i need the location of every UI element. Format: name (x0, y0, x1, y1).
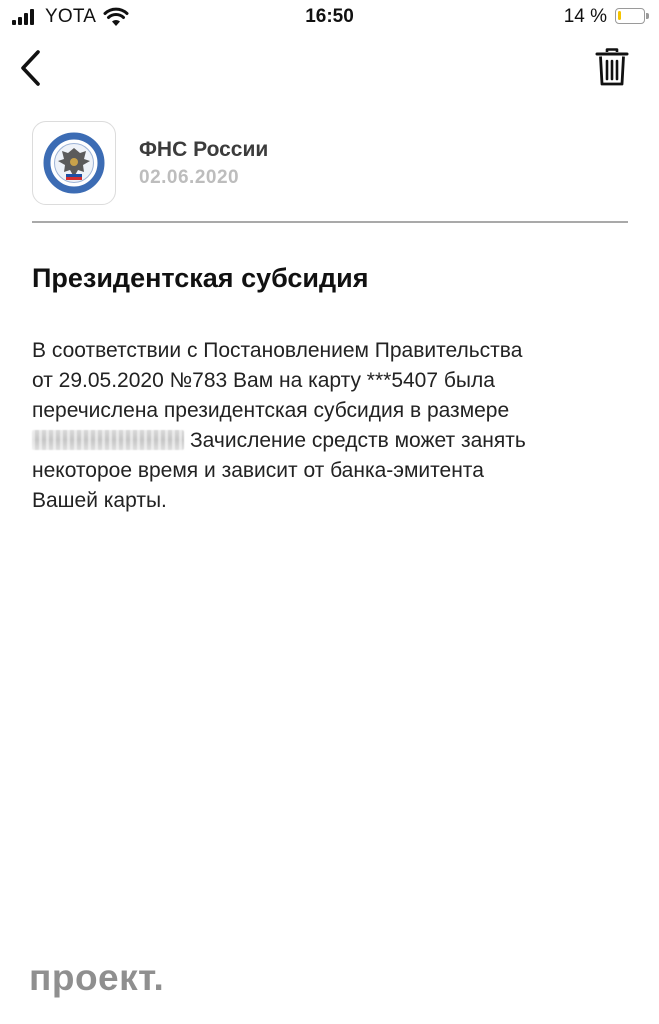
message-line: от 29.05.2020 №783 Вам на карту ***5407 была (32, 369, 495, 392)
battery-cap (646, 13, 649, 19)
message-line-text: Зачисление средств может занять (190, 429, 526, 452)
message-title: Президентская субсидия (32, 263, 369, 293)
status-bar (0, 0, 659, 34)
message-line: некоторое время и зависит от банка-эмитента (32, 459, 484, 482)
redacted-amount (32, 430, 184, 450)
message-line: В соответствии с Постановлением Правительства (32, 339, 523, 362)
message-line: Вашей карты. (32, 489, 167, 512)
carrier-name: YOTA (45, 6, 97, 27)
message-line (32, 426, 632, 456)
sender-name: ФНС России (139, 138, 269, 161)
delete-button[interactable] (594, 47, 630, 87)
back-button[interactable] (14, 48, 48, 88)
divider (32, 221, 628, 223)
message-line: перечислена президентская субсидия в размере (32, 399, 510, 422)
clock: 16:50 (305, 6, 354, 27)
chevron-left-icon (14, 48, 48, 88)
fns-emblem-icon (42, 131, 106, 195)
battery-percentage: 14 % (563, 6, 607, 27)
message-body (32, 336, 632, 516)
trash-icon (594, 47, 630, 87)
sender-logo (32, 121, 116, 205)
message-date: 02.06.2020 (139, 167, 240, 188)
battery-icon (615, 8, 645, 24)
watermark-logo: проект. (29, 957, 165, 998)
